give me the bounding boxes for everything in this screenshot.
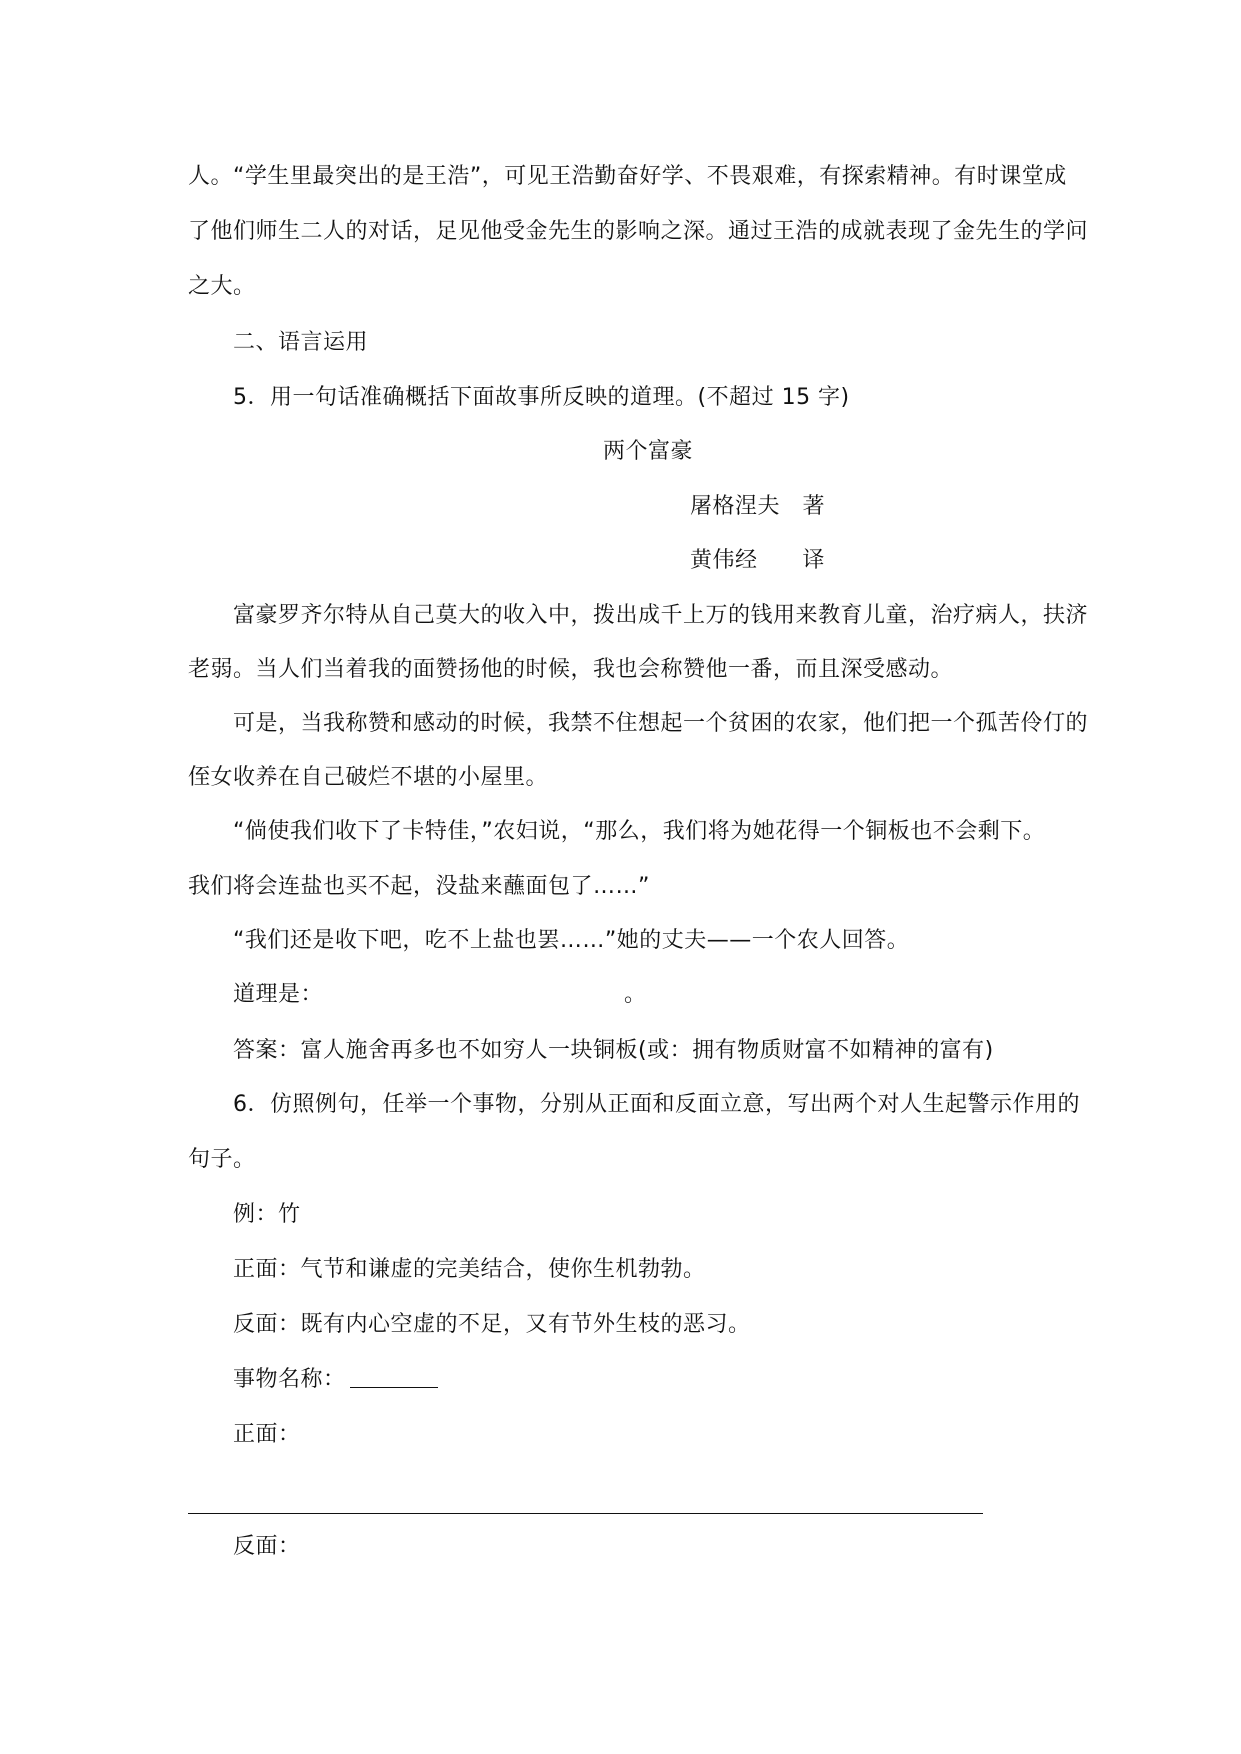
front-label: 正面： — [233, 1422, 301, 1447]
answer-5: 答案：富人施舍再多也不如穷人一块铜板(或：拥有物质财富不如精神的富有) — [233, 1038, 994, 1063]
story-paragraph: 老弱。当人们当着我的面赞扬他的时候，我也会称赞他一番，而且深受感动。 — [188, 657, 954, 682]
story-paragraph: 富豪罗齐尔特从自己莫大的收入中，拨出成千上万的钱用来教育儿童，治疗病人，扶济 — [233, 603, 1089, 628]
story-paragraph: “我们还是收下吧，吃不上盐也罢……”她的丈夫——一个农人回答。 — [233, 928, 910, 953]
text-line: 人。“学生里最突出的是王浩”，可见王浩勤奋好学、不畏艰难，有探索精神。有时课堂成 — [188, 164, 1067, 189]
example-label: 例：竹 — [233, 1202, 301, 1227]
question-5: 5．用一句话准确概括下面故事所反映的道理。(不超过 15 字) — [233, 385, 850, 410]
thing-name-row — [233, 1365, 438, 1395]
story-paragraph: “倘使我们收下了卡特佳，”农妇说，“那么，我们将为她花得一个铜板也不会剩下。 — [233, 819, 1046, 844]
question-6: 6．仿照例句，任举一个事物，分别从正面和反面立意，写出两个对人生起警示作用的 — [233, 1092, 1080, 1117]
thing-name-label: 事物名称： — [233, 1367, 346, 1392]
story-paragraph: 我们将会连盐也买不起，没盐来蘸面包了……” — [188, 874, 650, 899]
answer-prompt-period: 。 — [624, 982, 647, 1007]
text-line: 了他们师生二人的对话，足见他受金先生的影响之深。通过王浩的成就表现了金先生的学问 — [188, 219, 1089, 244]
story-paragraph: 侄女收养在自己破烂不堪的小屋里。 — [188, 765, 549, 790]
answer-line — [188, 1513, 983, 1514]
answer-prompt-label: 道理是： — [233, 982, 324, 1007]
back-label: 反面： — [233, 1534, 301, 1559]
thing-name-blank — [350, 1367, 438, 1388]
story-paragraph: 可是，当我称赞和感动的时候，我禁不住想起一个贫困的农家，他们把一个孤苦伶仃的 — [233, 711, 1089, 736]
story-author: 屠格涅夫 著 — [690, 494, 826, 519]
example-back: 反面：既有内心空虚的不足，又有节外生枝的恶习。 — [233, 1312, 751, 1337]
example-front: 正面：气节和谦虚的完美结合，使你生机勃勃。 — [233, 1257, 706, 1282]
story-title: 两个富豪 — [603, 439, 694, 464]
text-line: 之大。 — [188, 274, 256, 299]
story-translator: 黄伟经 译 — [690, 548, 826, 573]
section-heading: 二、语言运用 — [233, 330, 369, 355]
question-6: 句子。 — [188, 1147, 256, 1172]
